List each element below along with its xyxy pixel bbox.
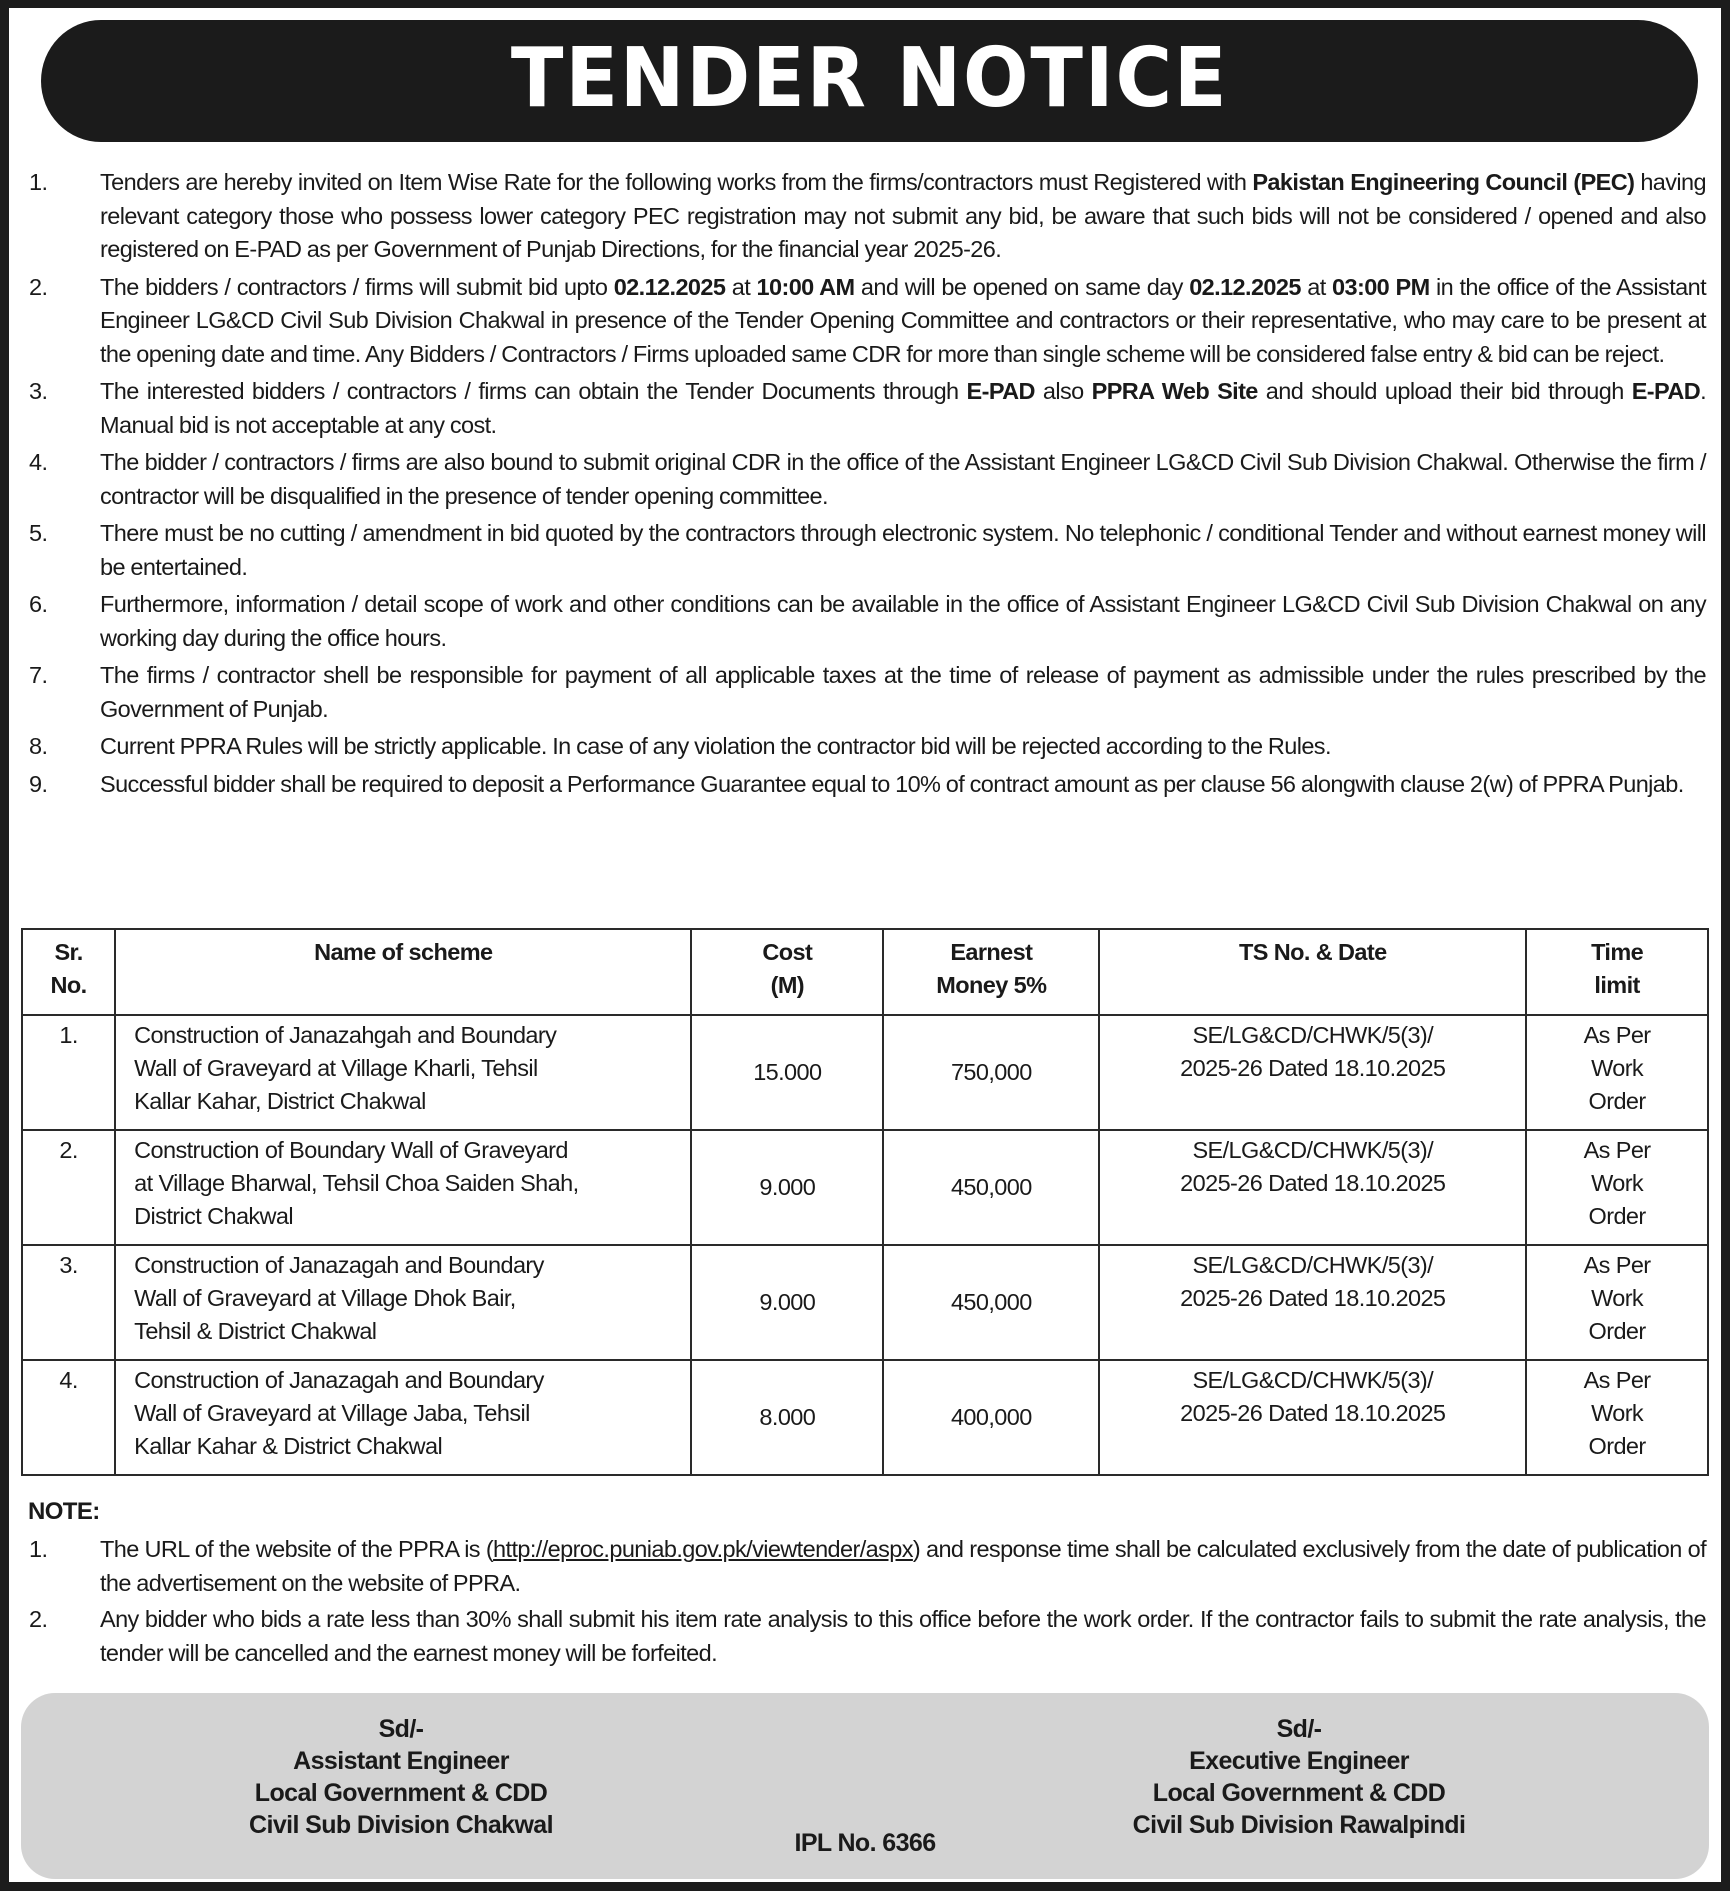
clause-8 bbox=[9, 730, 1721, 764]
signature-executive-engineer: Sd/- Executive Engineer Local Government & CDD Civil Sub Division Rawalpindi bbox=[1132, 1715, 1466, 1839]
clause-bold-text: E-PAD bbox=[966, 378, 1035, 404]
clause-bold-text: 10:00 AM bbox=[756, 273, 855, 300]
title-banner bbox=[41, 20, 1698, 142]
clause-9 bbox=[9, 768, 1721, 802]
note-text: The URL of the website of the PPRA is ( bbox=[100, 1536, 494, 1562]
clause-7 bbox=[9, 659, 1721, 726]
clause-5 bbox=[9, 517, 1721, 584]
notes-list bbox=[9, 1533, 1721, 1673]
table-row bbox=[22, 1015, 1708, 1130]
clause-text: The bidder / contractors / firms are also bound to submit original CDR in the office of the Assistant Engineer LG&CD Civil Sub Division Chakwal. Otherwise the firm / contractor will be disqualified in the presence of tender opening committee. bbox=[100, 449, 1706, 509]
clause-bold-text: 03:00 PM bbox=[1332, 273, 1430, 300]
note-2 bbox=[9, 1603, 1721, 1670]
clause-number: 1. bbox=[29, 169, 48, 195]
table-row bbox=[22, 1130, 1708, 1245]
clause-text: The bidders / contractors / firms will submit bid upto bbox=[100, 273, 614, 300]
cell-cost: 9.000 bbox=[691, 1245, 883, 1360]
clause-text: at bbox=[725, 273, 757, 300]
clause-text: The firms / contractor shell be responsible for payment of all applicable taxes at the time of release of payment as admissible under the rules prescribed by the Government of Punjab. bbox=[100, 662, 1706, 722]
clause-text: Furthermore, information / detail scope of work and other conditions can be available in the office of Assistant Engineer LG&CD Civil Sub Division Chakwal on any working day during the office hours. bbox=[100, 591, 1706, 651]
note-number: 1. bbox=[29, 1536, 48, 1562]
cell-cost: 8.000 bbox=[691, 1360, 883, 1475]
clause-2 bbox=[9, 271, 1721, 372]
table-row bbox=[22, 1360, 1708, 1475]
cell-earnest-money: 750,000 bbox=[883, 1015, 1099, 1130]
cell-sr-no: 3. bbox=[22, 1245, 115, 1360]
clause-text: and should upload their bid through bbox=[1257, 378, 1632, 404]
clause-bold-text: 02.12.2025 bbox=[613, 273, 726, 300]
clause-text: Current PPRA Rules will be strictly applicable. In case of any violation the contractor bid will be rejected according to the Rules. bbox=[100, 733, 1331, 759]
clause-bold-text: PPRA Web Site bbox=[1091, 378, 1258, 404]
clause-bold-text: Pakistan Engineering Council (PEC) bbox=[1252, 169, 1635, 195]
cell-sr-no: 4. bbox=[22, 1360, 115, 1475]
cell-earnest-money: 450,000 bbox=[883, 1245, 1099, 1360]
clause-4 bbox=[9, 446, 1721, 513]
cell-time-limit: As Per Work Order bbox=[1526, 1130, 1708, 1245]
clause-text: . Manual bid is not acceptable at any cost. bbox=[100, 378, 1706, 438]
clause-bold-text: 02.12.2025 bbox=[1189, 273, 1301, 300]
clause-number: 3. bbox=[29, 378, 48, 404]
clause-number: 8. bbox=[29, 733, 48, 759]
cell-scheme-name: Construction of Janazagah and Boundary Wall of Graveyard at Village Dhok Bair, Tehsil & District Chakwal bbox=[115, 1245, 691, 1360]
signature-panel bbox=[21, 1693, 1709, 1879]
cell-time-limit: As Per Work Order bbox=[1526, 1360, 1708, 1475]
cell-time-limit: As Per Work Order bbox=[1526, 1245, 1708, 1360]
cell-time-limit: As Per Work Order bbox=[1526, 1015, 1708, 1130]
cell-cost: 9.000 bbox=[691, 1130, 883, 1245]
clause-number: 9. bbox=[29, 770, 48, 797]
cell-cost: 15.000 bbox=[691, 1015, 883, 1130]
cell-ts-no-date: SE/LG&CD/CHWK/5(3)/ 2025-26 Dated 18.10.2025 bbox=[1099, 1015, 1526, 1130]
note-text: Any bidder who bids a rate less than 30% shall submit his item rate analysis to this office before the work order. If the contractor fails to submit the rate analysis, the tender will be cancelled and the earnest money will be forfeited. bbox=[100, 1606, 1706, 1666]
cell-ts-no-date: SE/LG&CD/CHWK/5(3)/ 2025-26 Dated 18.10.2025 bbox=[1099, 1245, 1526, 1360]
ipl-number: IPL No. 6366 bbox=[794, 1829, 936, 1857]
clause-number: 7. bbox=[29, 662, 48, 688]
clause-number: 2. bbox=[29, 273, 48, 300]
note-number: 2. bbox=[29, 1606, 48, 1632]
cell-earnest-money: 400,000 bbox=[883, 1360, 1099, 1475]
cell-sr-no: 1. bbox=[22, 1015, 115, 1130]
table-row bbox=[22, 1245, 1708, 1360]
clause-text: having relevant category those who possess lower category PEC registration may not submit any bid, be aware that such bids will not be considered / opened and also registered on E-PAD as per Government of Punjab Directions, for the financial year 2025-26. bbox=[100, 169, 1706, 262]
clause-text: There must be no cutting / amendment in bid quoted by the contractors through electronic system. No telephonic / conditional Tender and without earnest money will be entertained. bbox=[100, 520, 1706, 580]
clause-number: 5. bbox=[29, 520, 48, 546]
header-time-limit: Time limit bbox=[1526, 929, 1708, 1015]
cell-scheme-name: Construction of Janazahgah and Boundary Wall of Graveyard at Village Kharli, Tehsil Kallar Kahar, District Chakwal bbox=[115, 1015, 691, 1130]
clause-text: The interested bidders / contractors / firms can obtain the Tender Documents through bbox=[100, 378, 967, 404]
header-earnest-money: Earnest Money 5% bbox=[883, 929, 1099, 1015]
clause-bold-text: E-PAD bbox=[1631, 378, 1701, 404]
clause-6 bbox=[9, 588, 1721, 655]
clause-number: 4. bbox=[29, 449, 48, 475]
header-sr-no: Sr. No. bbox=[22, 929, 115, 1015]
ppra-url-link[interactable]: http://eproc.puniab.gov.pk/viewtender/aspx bbox=[493, 1536, 913, 1562]
clause-1 bbox=[9, 166, 1721, 267]
clause-text: also bbox=[1034, 378, 1092, 404]
cell-ts-no-date: SE/LG&CD/CHWK/5(3)/ 2025-26 Dated 18.10.2025 bbox=[1099, 1130, 1526, 1245]
cell-scheme-name: Construction of Boundary Wall of Graveyard at Village Bharwal, Tehsil Choa Saiden Shah, District Chakwal bbox=[115, 1130, 691, 1245]
table-header-row bbox=[22, 929, 1708, 1015]
cell-scheme-name: Construction of Janazagah and Boundary Wall of Graveyard at Village Jaba, Tehsil Kallar Kahar & District Chakwal bbox=[115, 1360, 691, 1475]
clause-text: at bbox=[1300, 273, 1333, 300]
header-cost: Cost (M) bbox=[691, 929, 883, 1015]
header-name-of-scheme: Name of scheme bbox=[115, 929, 691, 1015]
schemes-table bbox=[21, 928, 1709, 1476]
clause-text: and will be opened on same day bbox=[854, 273, 1190, 300]
note-1 bbox=[9, 1533, 1721, 1600]
clause-text: in the office of the Assistant Engineer LG&CD Civil Sub Division Chakwal in presence of the Tender Opening Committee and contractors or their representative, who may care to be present at the opening date and time. Any Bidders / Contractors / Firms uploaded same CDR for more than single scheme will be considered false entry & bid can be reject. bbox=[100, 273, 1706, 367]
cell-ts-no-date: SE/LG&CD/CHWK/5(3)/ 2025-26 Dated 18.10.2025 bbox=[1099, 1360, 1526, 1475]
cell-earnest-money: 450,000 bbox=[883, 1130, 1099, 1245]
clause-text: Tenders are hereby invited on Item Wise Rate for the following works from the firms/contractors must Registered with bbox=[100, 169, 1253, 195]
signature-assistant-engineer: Sd/- Assistant Engineer Local Government & CDD Civil Sub Division Chakwal bbox=[249, 1715, 553, 1839]
note-text: ) and response time shall be calculated exclusively from the date of publication of the advertisement on the website of PPRA. bbox=[100, 1536, 1706, 1596]
terms-list bbox=[9, 166, 1721, 805]
cell-sr-no: 2. bbox=[22, 1130, 115, 1245]
header-ts-no-date: TS No. & Date bbox=[1099, 929, 1526, 1015]
clause-3 bbox=[9, 375, 1721, 442]
note-heading: NOTE: bbox=[28, 1498, 100, 1525]
page-title: TENDER NOTICE bbox=[510, 31, 1229, 126]
clause-text: Successful bidder shall be required to deposit a Performance Guarantee equal to 10% of contract amount as per clause 56 alongwith clause 2(w) of PPRA Punjab. bbox=[100, 770, 1684, 797]
clause-number: 6. bbox=[29, 591, 48, 617]
